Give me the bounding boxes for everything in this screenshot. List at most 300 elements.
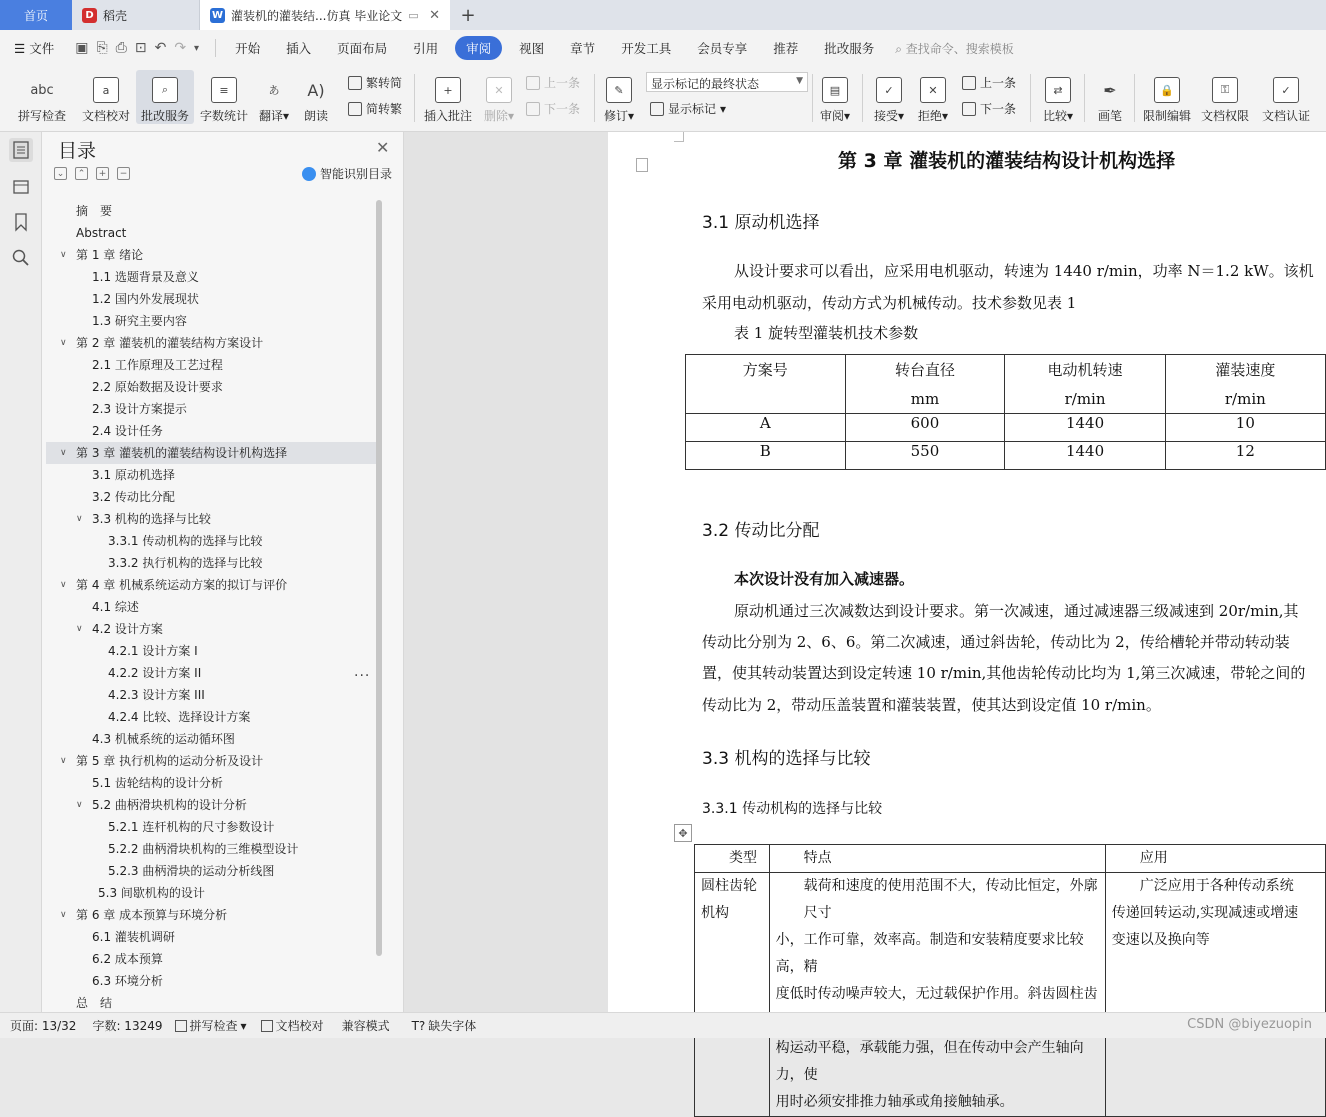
- toc-item-label: 第 5 章 执行机构的运动分析及设计: [76, 754, 264, 768]
- pen-button[interactable]: [1092, 70, 1128, 124]
- toc-item-label: 6.3 环境分析: [92, 974, 163, 988]
- chevron-down-icon[interactable]: ∨: [76, 624, 83, 634]
- header-unit: r/min: [1064, 390, 1106, 408]
- menu-member[interactable]: 会员专享: [697, 41, 748, 56]
- toc-item[interactable]: [46, 376, 380, 398]
- tab-home[interactable]: [0, 0, 72, 30]
- read-aloud-icon: A): [307, 80, 325, 100]
- section-3-1-title: 3.1 原动机选择: [702, 213, 820, 233]
- toc-item[interactable]: [46, 398, 380, 420]
- show-markup-button[interactable]: 显示标记 ▾: [650, 100, 726, 117]
- chevron-down-icon[interactable]: ∨: [76, 514, 83, 524]
- toc-panel: [42, 132, 404, 1012]
- table-header-row: [686, 355, 1326, 414]
- prev-comment-button[interactable]: [526, 74, 580, 91]
- toc-item[interactable]: [46, 948, 380, 970]
- toc-item[interactable]: [46, 244, 380, 266]
- toc-item[interactable]: [46, 222, 380, 244]
- accept-button[interactable]: [870, 70, 908, 124]
- chapter-title: 第 3 章 灌装机的灌装结构设计机构选择: [838, 150, 1176, 172]
- next-comment-icon: [526, 102, 540, 116]
- toc-item[interactable]: [46, 442, 380, 464]
- undo-icon[interactable]: ↶: [154, 40, 167, 56]
- toc-item-label: 4.2 设计方案: [92, 622, 163, 636]
- review-service-button[interactable]: [136, 70, 194, 124]
- smart-toc-label: 智能识别目录: [320, 167, 393, 181]
- word-count-button[interactable]: [198, 70, 250, 124]
- smart-toc-button[interactable]: [302, 165, 392, 182]
- insert-comment-button[interactable]: [422, 70, 474, 124]
- table-header-cell: [1165, 355, 1325, 414]
- section-3-3-1-title: 3.3.1 传动机构的选择与比较: [702, 801, 883, 817]
- chapter-nav-icon[interactable]: [9, 174, 33, 198]
- tab-document-label: 灌装机的灌装结...仿真 毕业论文: [231, 8, 403, 23]
- header-unit: mm: [910, 390, 940, 408]
- mechanism-compare-table: [694, 844, 1326, 1117]
- cell-line: 用时必须安排推力轴承或角接触轴承。: [775, 1094, 1014, 1110]
- pen-label: 画笔: [1097, 109, 1122, 123]
- toc-item[interactable]: [46, 508, 380, 530]
- prev-comment-icon: [526, 76, 540, 90]
- review-pane-text: 审阅: [819, 109, 844, 123]
- toc-item[interactable]: [46, 904, 380, 926]
- cell-line: 广泛应用于各种传动系统: [1139, 878, 1294, 894]
- toc-item-label: 1.1 选题背景及意义: [92, 270, 199, 284]
- toc-item-label: 6.2 成本预算: [92, 952, 163, 966]
- table-row: [686, 414, 1326, 442]
- toc-item[interactable]: [46, 816, 380, 838]
- toc-item[interactable]: [46, 552, 380, 574]
- toc-item[interactable]: [46, 970, 380, 992]
- tab-daoke[interactable]: [72, 0, 200, 30]
- table-cell: 10: [1165, 414, 1325, 442]
- review-ribbon: [0, 66, 1326, 132]
- table-header-cell: [686, 355, 846, 414]
- toc-item[interactable]: [46, 200, 380, 222]
- s32-line-4: 传动比为 2，带动压盖装置和灌装装置，使其达到设定值 10 r/min。: [702, 696, 1161, 714]
- to-traditional-label: 繁转简: [366, 76, 403, 90]
- toc-item[interactable]: [46, 486, 380, 508]
- delete-text: 删除: [483, 109, 508, 123]
- reject-button[interactable]: [914, 70, 952, 124]
- file-menu-label: 文件: [29, 41, 55, 56]
- cell-line: 传递回转运动,实现减速或增速: [1111, 905, 1299, 921]
- menu-view[interactable]: 视图: [519, 41, 545, 56]
- word-count-icon: ≡: [211, 77, 237, 103]
- trad-simp-icon: [348, 76, 362, 90]
- toc-item[interactable]: [46, 882, 380, 904]
- command-search[interactable]: ⌕ 查找命令、搜索模板: [895, 41, 1014, 56]
- cell-line: 机构: [701, 905, 729, 921]
- spellcheck-status[interactable]: 拼写检查 ▾: [175, 1017, 247, 1034]
- toc-item-label: 2.4 设计任务: [92, 424, 163, 438]
- markup-mode-select[interactable]: [646, 72, 808, 92]
- translate-icon: あ: [268, 84, 280, 97]
- page-indicator[interactable]: 页面: 13/32: [10, 1019, 77, 1033]
- table-header-cell: [1005, 355, 1165, 414]
- review-pane-icon: ▤: [822, 77, 848, 103]
- toc-item-label: 摘 要: [76, 204, 113, 218]
- section-3-3-title: 3.3 机构的选择与比较: [702, 749, 871, 769]
- compare-text: 比较: [1042, 109, 1067, 123]
- toc-item-label: 5.3 间歇机构的设计: [98, 886, 205, 900]
- doc-permission-label: 文档权限: [1200, 109, 1249, 123]
- word-doc-icon: W: [211, 9, 224, 21]
- next-comment-button[interactable]: [526, 100, 580, 117]
- toc-item-label: 6.1 灌装机调研: [92, 930, 175, 944]
- table1-caption: 表 1 旋转型灌装机技术参数: [734, 324, 919, 342]
- s32-line-3: 置，使其转动装置达到设定转速 10 r/min,其他齿轮传动比均为 1,第三次减速，带轮之间的: [702, 664, 1306, 682]
- s32-bold-line: 本次设计没有加入减速器。: [734, 570, 915, 588]
- toc-item[interactable]: [46, 728, 380, 750]
- doc-cert-label: 文档认证: [1261, 109, 1310, 123]
- toc-item-label: Abstract: [76, 226, 127, 240]
- toc-item[interactable]: [46, 332, 380, 354]
- reject-label: 拒绝▾: [917, 109, 949, 123]
- spellcheck-button[interactable]: [12, 70, 72, 124]
- reject-text: 拒绝: [917, 109, 942, 123]
- toc-item[interactable]: [46, 794, 380, 816]
- ribbon-divider: [862, 74, 863, 122]
- tech-params-table: [685, 354, 1326, 470]
- prev-change-label: 上一条: [980, 76, 1017, 90]
- menu-page-layout[interactable]: 页面布局: [337, 41, 388, 56]
- bookmark-icon[interactable]: [9, 210, 33, 234]
- toc-item[interactable]: [46, 464, 380, 486]
- toc-item[interactable]: [46, 992, 380, 1014]
- next-change-button[interactable]: [962, 100, 1016, 117]
- add-heading-icon[interactable]: +: [96, 167, 109, 180]
- doc-permission-button[interactable]: [1198, 70, 1252, 124]
- table-cell: B: [686, 442, 846, 470]
- smart-ai-icon: [302, 167, 316, 181]
- delete-comment-label: 删除▾: [483, 109, 515, 123]
- to-traditional-button[interactable]: [348, 74, 402, 91]
- toc-item[interactable]: [46, 354, 380, 376]
- table-cell: 550: [845, 442, 1005, 470]
- review-service-label: 批改服务: [140, 109, 189, 123]
- compare-button[interactable]: [1038, 70, 1078, 124]
- redo-icon[interactable]: ↷: [174, 40, 187, 56]
- reject-icon: ✕: [920, 77, 946, 103]
- toc-toolbar: [54, 167, 130, 180]
- tab-document[interactable]: [200, 0, 450, 30]
- read-aloud-label: 朗读: [303, 109, 328, 123]
- to-simplified-button[interactable]: [348, 100, 402, 117]
- missing-font-label: 缺失字体: [428, 1019, 477, 1033]
- toc-item[interactable]: [46, 926, 380, 948]
- certificate-icon: ✓: [1273, 77, 1299, 103]
- toc-item[interactable]: [46, 574, 380, 596]
- proof-status-label: 文档校对: [275, 1019, 324, 1033]
- table-cell: [695, 873, 770, 1117]
- table-cell: [769, 873, 1105, 1117]
- to-simplified-label: 简转繁: [366, 102, 403, 116]
- toc-panel-title: 目录: [58, 140, 97, 162]
- lock-icon: 🔒: [1154, 77, 1180, 103]
- accept-icon: ✓: [876, 77, 902, 103]
- menu-review[interactable]: 审阅: [455, 36, 502, 60]
- toc-item-label: 5.2.2 曲柄滑块机构的三维模型设计: [108, 842, 299, 856]
- chevron-down-icon[interactable]: ∨: [60, 338, 67, 348]
- customize-chevron-icon[interactable]: ▾: [194, 42, 200, 54]
- header-name: 转台直径: [894, 361, 955, 379]
- toc-item[interactable]: [46, 860, 380, 882]
- toc-item-label: 2.1 工作原理及工艺过程: [92, 358, 223, 372]
- menu-start[interactable]: 开始: [235, 41, 261, 56]
- track-changes-icon: ✎: [606, 77, 632, 103]
- table-header-cell: 类型: [695, 845, 770, 873]
- remove-heading-icon[interactable]: −: [117, 167, 130, 180]
- doc-proof-button[interactable]: [80, 70, 132, 124]
- header-name: 方案号: [742, 361, 788, 379]
- table-header-cell: 特点: [769, 845, 1105, 873]
- plus-icon: +: [460, 4, 476, 26]
- ribbon-divider: [1030, 74, 1031, 122]
- cell-line: 载荷和速度的使用范围不大，传动比恒定，外廓尺寸: [803, 878, 1098, 921]
- quick-access-toolbar: [75, 40, 199, 56]
- menu-bar: [0, 30, 1326, 66]
- toc-item[interactable]: [46, 640, 380, 662]
- toc-item[interactable]: [46, 596, 380, 618]
- markup-mode-value: 显示标记的最终状态: [651, 77, 760, 91]
- chevron-down-icon[interactable]: ∨: [60, 910, 67, 920]
- doc-proof-label: 文档校对: [81, 109, 130, 123]
- track-changes-button[interactable]: [600, 70, 638, 124]
- toc-item-label: 1.2 国内外发展现状: [92, 292, 199, 306]
- translate-button[interactable]: [254, 70, 294, 124]
- status-bar: [0, 1012, 1326, 1038]
- table-cell: 600: [845, 414, 1005, 442]
- toc-item-label: 4.2.3 设计方案 III: [108, 688, 205, 702]
- next-change-label: 下一条: [980, 102, 1017, 116]
- prev-change-button[interactable]: [962, 74, 1016, 91]
- search-icon[interactable]: [9, 246, 33, 270]
- spellcheck-icon: abc: [30, 82, 54, 98]
- toc-item[interactable]: [46, 838, 380, 860]
- menu-review-service[interactable]: 批改服务: [824, 41, 875, 56]
- table-row: [695, 873, 1326, 1117]
- cell-line: 度低时传动噪声较大，无过载保护作用。斜齿圆柱齿: [775, 986, 1098, 1002]
- track-changes-label: 修订▾: [603, 109, 635, 123]
- proof-icon: [261, 1020, 273, 1032]
- review-pane-button[interactable]: [816, 70, 854, 124]
- doc-proof-icon: a: [93, 77, 119, 103]
- toc-item[interactable]: [46, 310, 380, 332]
- toc-item[interactable]: [46, 662, 380, 684]
- ribbon-divider: [1134, 74, 1135, 122]
- cell-line: 小，工作可靠，效率高。制造和安装精度要求比较高，精: [775, 932, 1084, 975]
- proof-status[interactable]: [261, 1017, 324, 1034]
- s32-line-2: 传动比分别为 2、6、6。第二次减速，通过斜齿轮，传动比为 2，传给槽轮并带动转动装: [702, 633, 1290, 651]
- toc-item[interactable]: [46, 288, 380, 310]
- chevron-down-icon[interactable]: ∨: [60, 250, 67, 260]
- compare-icon: ⇄: [1045, 77, 1071, 103]
- s31-paragraph-line-1: 从设计要求可以看出，应采用电机驱动，转速为 1440 r/min，功率 N＝1.2 kW。该机: [734, 262, 1314, 280]
- toc-item-label: 第 6 章 成本预算与环境分析: [76, 908, 228, 922]
- review-pane-label: 审阅▾: [819, 109, 851, 123]
- missing-font-status[interactable]: [412, 1017, 477, 1034]
- toc-item-label: 第 1 章 绪论: [76, 248, 144, 262]
- comment-add-icon: +: [435, 77, 461, 103]
- toc-item-label: 5.2.1 连杆机构的尺寸参数设计: [108, 820, 275, 834]
- canvas-background: [404, 132, 608, 1012]
- ribbon-divider: [594, 74, 595, 122]
- toc-item[interactable]: [46, 420, 380, 442]
- toc-item-label: 3.3.2 执行机构的选择与比较: [108, 556, 263, 570]
- page-marker-icon[interactable]: [636, 158, 648, 172]
- toc-item-label: 第 4 章 机械系统运动方案的拟订与评价: [76, 578, 288, 592]
- toc-item-label: 5.2 曲柄滑块机构的设计分析: [92, 798, 247, 812]
- toc-item-label: 第 2 章 灌装机的灌装结构方案设计: [76, 336, 264, 350]
- menu-developer[interactable]: 开发工具: [621, 41, 672, 56]
- word-count-label: 字数统计: [199, 109, 248, 123]
- toc-item-label: 3.3.1 传动机构的选择与比较: [108, 534, 263, 548]
- export-pdf-icon[interactable]: ⎘: [96, 40, 108, 56]
- more-options-icon[interactable]: ...: [354, 664, 371, 680]
- ribbon-divider: [414, 74, 415, 122]
- translate-label: 翻译▾: [258, 109, 290, 123]
- show-markup-label: 显示标记: [668, 102, 717, 116]
- tab-daoke-label: 稻壳: [103, 8, 128, 23]
- translate-text: 翻译: [258, 109, 283, 123]
- toc-item-label: 4.2.4 比较、选择设计方案: [108, 710, 251, 724]
- toc-item-label: 3.3 机构的选择与比较: [92, 512, 211, 526]
- chevron-down-icon: ▼: [796, 76, 803, 86]
- prev-change-icon: [962, 76, 976, 90]
- header-name: 电动机转速: [1047, 361, 1123, 379]
- delete-comment-button[interactable]: [480, 70, 518, 124]
- menu-recommend[interactable]: 推荐: [773, 41, 799, 56]
- table-cell: 1440: [1005, 442, 1165, 470]
- toc-item-label: 3.2 传动比分配: [92, 490, 175, 504]
- toc-item[interactable]: [46, 772, 380, 794]
- permission-icon: ⚿: [1212, 77, 1238, 103]
- pen-icon: ✒: [1103, 80, 1117, 100]
- menu-insert[interactable]: 插入: [286, 41, 312, 56]
- toc-list: [46, 200, 380, 1012]
- table-header-cell: 应用: [1105, 845, 1325, 873]
- toc-item[interactable]: [46, 706, 380, 728]
- prev-comment-label: 上一条: [544, 76, 581, 90]
- table-move-handle-icon[interactable]: ✥: [674, 824, 692, 842]
- left-icon-strip: [0, 132, 42, 1012]
- toc-item-label: 5.1 齿轮结构的设计分析: [92, 776, 223, 790]
- insert-comment-label: 插入批注: [423, 109, 472, 123]
- restrict-edit-label: 限制编辑: [1142, 109, 1191, 123]
- word-count-indicator[interactable]: 字数: 13249: [92, 1019, 163, 1033]
- toc-item-label: 4.2.2 设计方案 II: [108, 666, 202, 680]
- new-tab-button[interactable]: [450, 0, 486, 30]
- tab-bar: [0, 0, 1326, 30]
- toc-item-label: 4.2.1 设计方案 I: [108, 644, 198, 658]
- table-cell: 12: [1165, 442, 1325, 470]
- chevron-down-icon[interactable]: ∨: [60, 756, 67, 766]
- print-icon[interactable]: ⎙: [115, 40, 127, 56]
- doc-cert-button[interactable]: [1258, 70, 1314, 124]
- file-menu[interactable]: ☰ 文件: [14, 41, 55, 56]
- cell-line: 变速以及换向等: [1111, 932, 1210, 948]
- toc-item-label: 1.3 研究主要内容: [92, 314, 187, 328]
- read-aloud-button[interactable]: [298, 70, 334, 124]
- chevron-down-icon[interactable]: ∨: [60, 580, 67, 590]
- spellcheck-checkbox-icon: [175, 1020, 187, 1032]
- header-name: 灌装速度: [1215, 361, 1276, 379]
- spellcheck-status-label: 拼写检查: [189, 1019, 238, 1033]
- command-search-placeholder: 查找命令、搜索模板: [905, 41, 1014, 56]
- menu-divider: [215, 39, 216, 57]
- spellcheck-label: 拼写检查: [17, 109, 66, 123]
- chevron-down-icon[interactable]: ∨: [60, 448, 67, 458]
- track-changes-text: 修订: [603, 109, 628, 123]
- toc-item-label: 3.1 原动机选择: [92, 468, 175, 482]
- ribbon-divider: [812, 74, 813, 122]
- table-cell: 1440: [1005, 414, 1165, 442]
- review-service-icon: ⌕: [152, 77, 178, 103]
- toc-item-label: 5.2.3 曲柄滑块的运动分析线图: [108, 864, 275, 878]
- cell-line: 构运动平稳，承载能力强，但在传动中会产生轴向力，使: [775, 1040, 1084, 1083]
- compat-mode-label: 兼容模式: [341, 1019, 390, 1033]
- tab-home-label: 首页: [23, 8, 48, 23]
- margin-corner: [674, 132, 684, 142]
- print-preview-icon[interactable]: ⊡: [134, 40, 147, 56]
- expand-down-icon[interactable]: ⌄: [54, 167, 67, 180]
- font-warning-icon: T?: [411, 1018, 426, 1033]
- table-row: [686, 442, 1326, 470]
- next-change-icon: [962, 102, 976, 116]
- monitor-icon[interactable]: ▭: [408, 8, 419, 22]
- accept-text: 接受: [873, 109, 898, 123]
- accept-label: 接受▾: [873, 109, 905, 123]
- toc-item-label: 总 结: [76, 996, 113, 1010]
- toc-item[interactable]: [46, 266, 380, 288]
- toc-item-label: 2.3 设计方案提示: [92, 402, 187, 416]
- table-cell: A: [686, 414, 846, 442]
- daoke-logo-icon: D: [82, 8, 97, 23]
- close-icon[interactable]: ✕: [376, 138, 390, 157]
- table-header-row: [695, 845, 1326, 873]
- table-cell: [1105, 873, 1325, 1117]
- toc-item-label: 第 3 章 灌装机的灌装结构设计机构选择: [76, 446, 288, 460]
- header-unit: r/min: [1224, 390, 1266, 408]
- comment-delete-icon: ✕: [486, 77, 512, 103]
- close-tab-icon[interactable]: ✕: [429, 7, 440, 23]
- save-icon[interactable]: ▣: [75, 40, 89, 56]
- restrict-edit-button[interactable]: [1140, 70, 1194, 124]
- toc-scrollbar[interactable]: [376, 200, 382, 956]
- table-header-cell: [845, 355, 1005, 414]
- toc-item-label: 2.2 原始数据及设计要求: [92, 380, 223, 394]
- s32-line-1: 原动机通过三次减数达到设计要求。第一次减速，通过减速器三级减速到 20r/min,其: [734, 602, 1299, 620]
- chevron-down-icon[interactable]: ∨: [76, 800, 83, 810]
- show-markup-icon: [650, 102, 664, 116]
- toc-item[interactable]: [46, 684, 380, 706]
- toc-item[interactable]: [46, 530, 380, 552]
- collapse-up-icon[interactable]: ⌃: [75, 167, 88, 180]
- next-comment-label: 下一条: [544, 102, 581, 116]
- watermark: CSDN @biyezuopin: [1187, 1017, 1312, 1032]
- compare-label: 比较▾: [1042, 109, 1074, 123]
- simp-trad-icon: [348, 102, 362, 116]
- toc-item[interactable]: [46, 750, 380, 772]
- menu-chapter[interactable]: 章节: [570, 41, 596, 56]
- toc-item[interactable]: [46, 618, 380, 640]
- ribbon-divider: [1084, 74, 1085, 122]
- toc-item-label: 4.1 综述: [92, 600, 139, 614]
- menu-references[interactable]: 引用: [413, 41, 439, 56]
- toc-panel-icon[interactable]: [9, 138, 33, 162]
- toc-item-label: 4.3 机械系统的运动循环图: [92, 732, 235, 746]
